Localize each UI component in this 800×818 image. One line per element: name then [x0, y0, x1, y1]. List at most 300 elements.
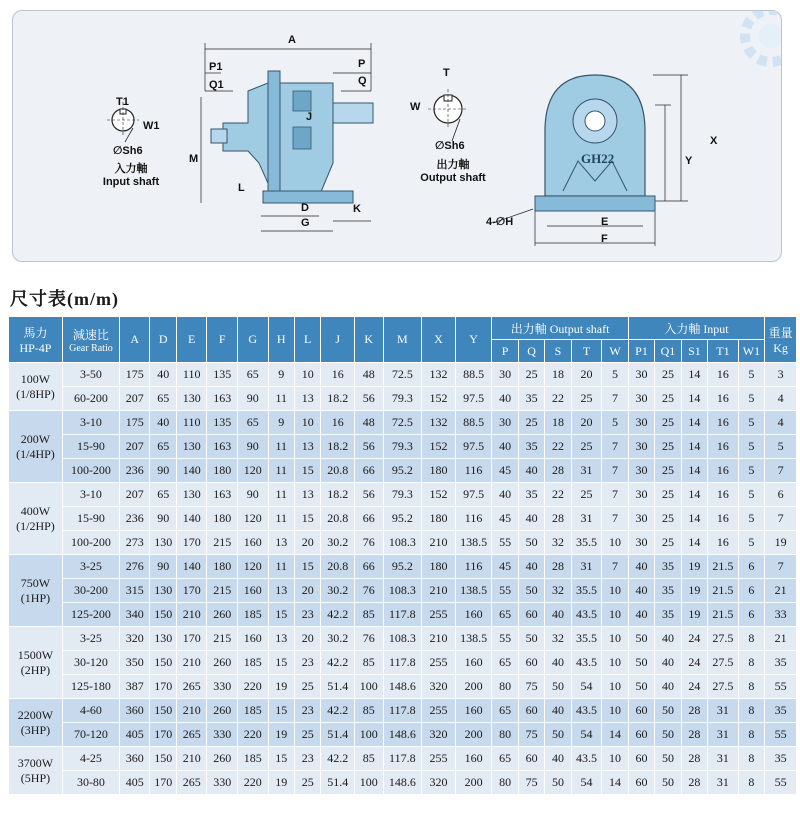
table-cell: 13	[294, 387, 320, 411]
table-cell: 28	[545, 555, 571, 579]
table-row	[9, 579, 797, 603]
table-cell: 5	[602, 363, 629, 387]
table-cell: 79.3	[383, 387, 422, 411]
table-cell: 30	[628, 507, 654, 531]
power-cell	[9, 747, 63, 795]
table-cell: 35	[655, 603, 681, 627]
table-cell: 40	[545, 699, 571, 723]
table-cell: 130	[150, 627, 176, 651]
col-header-d: D	[150, 317, 176, 363]
table-cell: 50	[518, 531, 544, 555]
table-cell: 170	[176, 531, 207, 555]
table-cell: 14	[681, 387, 707, 411]
power-value: (1/2HP)	[16, 518, 55, 533]
table-row	[9, 387, 797, 411]
table-cell: 90	[237, 435, 268, 459]
table-cell: 405	[119, 723, 150, 747]
table-cell: 152	[422, 435, 456, 459]
table-cell: 55	[765, 675, 797, 699]
col-header-l: L	[294, 317, 320, 363]
table-cell: 163	[207, 483, 238, 507]
table-cell: 180	[422, 507, 456, 531]
table-cell: 32	[545, 627, 571, 651]
table-cell: 5	[738, 387, 764, 411]
table-cell: 75	[518, 771, 544, 795]
table-cell: 11	[268, 507, 294, 531]
table-cell: 28	[681, 699, 707, 723]
table-cell: 90	[150, 507, 176, 531]
table-cell: 31	[708, 699, 739, 723]
table-cell: 152	[422, 483, 456, 507]
table-cell: 100	[355, 675, 384, 699]
table-cell: 25	[294, 723, 320, 747]
table-cell: 160	[455, 651, 492, 675]
table-cell: 60	[518, 747, 544, 771]
gear-ratio-cell: 15-90	[62, 507, 119, 531]
table-cell: 75	[518, 723, 544, 747]
table-cell: 110	[176, 411, 207, 435]
table-cell: 170	[176, 627, 207, 651]
table-cell: 108.3	[383, 627, 422, 651]
table-cell: 7	[602, 435, 629, 459]
table-cell: 16	[708, 459, 739, 483]
table-cell: 132	[422, 363, 456, 387]
table-cell: 50	[655, 747, 681, 771]
table-cell: 10	[602, 699, 629, 723]
table-cell: 40	[628, 603, 654, 627]
table-cell: 210	[422, 531, 456, 555]
table-cell: 117.8	[383, 651, 422, 675]
table-cell: 45	[492, 507, 518, 531]
table-cell: 100	[355, 723, 384, 747]
table-cell: 30	[628, 387, 654, 411]
table-cell: 20.8	[321, 507, 355, 531]
table-cell: 80	[492, 771, 518, 795]
power-value: (5HP)	[20, 770, 51, 785]
table-cell: 260	[207, 699, 238, 723]
table-cell: 330	[207, 771, 238, 795]
table-cell: 35.5	[571, 627, 602, 651]
table-cell: 55	[765, 771, 797, 795]
table-cell: 28	[545, 507, 571, 531]
dim-l: L	[238, 182, 245, 194]
gear-ratio-cell: 4-60	[62, 699, 119, 723]
table-cell: 360	[119, 699, 150, 723]
table-cell: 16	[321, 363, 355, 387]
table-cell: 31	[571, 459, 602, 483]
table-row	[9, 603, 797, 627]
table-cell: 30	[492, 411, 518, 435]
table-row	[9, 699, 797, 723]
casting-text: GH22	[581, 151, 615, 166]
table-cell: 6	[765, 483, 797, 507]
table-cell: 7	[765, 507, 797, 531]
col-header-p1: P1	[628, 340, 654, 363]
table-cell: 25	[655, 411, 681, 435]
table-cell: 150	[150, 603, 176, 627]
table-cell: 16	[321, 411, 355, 435]
table-cell: 31	[571, 507, 602, 531]
table-cell: 116	[455, 507, 492, 531]
table-cell: 40	[518, 507, 544, 531]
table-cell: 135	[207, 363, 238, 387]
table-cell: 11	[268, 483, 294, 507]
table-cell: 79.3	[383, 483, 422, 507]
table-cell: 20	[294, 579, 320, 603]
table-cell: 85	[355, 651, 384, 675]
table-cell: 25	[294, 675, 320, 699]
table-cell: 130	[176, 483, 207, 507]
table-cell: 42.2	[321, 651, 355, 675]
table-cell: 148.6	[383, 771, 422, 795]
table-cell: 30	[628, 411, 654, 435]
table-cell: 185	[237, 699, 268, 723]
table-cell: 35.5	[571, 579, 602, 603]
table-cell: 13	[268, 531, 294, 555]
table-cell: 130	[176, 387, 207, 411]
table-cell: 130	[150, 531, 176, 555]
table-cell: 25	[518, 411, 544, 435]
table-cell: 200	[455, 675, 492, 699]
table-cell: 60	[628, 699, 654, 723]
table-cell: 25	[571, 435, 602, 459]
table-cell: 220	[237, 723, 268, 747]
table-cell: 10	[602, 603, 629, 627]
table-cell: 220	[237, 771, 268, 795]
table-cell: 210	[176, 747, 207, 771]
table-cell: 65	[237, 411, 268, 435]
table-cell: 20	[571, 363, 602, 387]
power-value: 1500W	[17, 647, 54, 662]
power-cell	[9, 699, 63, 747]
table-cell: 117.8	[383, 603, 422, 627]
table-cell: 152	[422, 387, 456, 411]
table-cell: 130	[150, 579, 176, 603]
dim-y: Y	[685, 155, 693, 167]
table-cell: 72.5	[383, 363, 422, 387]
table-cell: 76	[355, 579, 384, 603]
table-cell: 51.4	[321, 771, 355, 795]
table-cell: 160	[455, 699, 492, 723]
table-cell: 180	[422, 555, 456, 579]
table-cell: 5	[738, 483, 764, 507]
table-cell: 90	[150, 555, 176, 579]
table-cell: 11	[268, 555, 294, 579]
table-cell: 4	[765, 387, 797, 411]
dim-t: T	[443, 67, 450, 79]
table-cell: 13	[268, 579, 294, 603]
table-row	[9, 507, 797, 531]
table-cell: 35	[765, 699, 797, 723]
table-cell: 21	[765, 579, 797, 603]
table-cell: 340	[119, 603, 150, 627]
col-header-a: A	[119, 317, 150, 363]
col-header-s: S	[545, 340, 571, 363]
power-value: 100W	[20, 371, 51, 386]
power-value: 3700W	[17, 755, 54, 770]
power-value: 200W	[20, 431, 51, 446]
table-cell: 100	[355, 771, 384, 795]
table-cell: 5	[602, 411, 629, 435]
table-cell: 170	[176, 579, 207, 603]
power-value: 2200W	[17, 707, 54, 722]
table-cell: 160	[237, 531, 268, 555]
table-cell: 42.2	[321, 603, 355, 627]
table-cell: 31	[708, 771, 739, 795]
table-cell: 95.2	[383, 555, 422, 579]
table-cell: 10	[602, 675, 629, 699]
table-cell: 14	[681, 531, 707, 555]
table-cell: 88.5	[455, 411, 492, 435]
table-cell: 315	[119, 579, 150, 603]
table-cell: 14	[681, 507, 707, 531]
table-cell: 6	[738, 603, 764, 627]
table-cell: 51.4	[321, 723, 355, 747]
table-cell: 14	[681, 483, 707, 507]
power-cell	[9, 411, 63, 483]
col-header-y: Y	[455, 317, 492, 363]
table-cell: 11	[268, 387, 294, 411]
table-cell: 14	[681, 435, 707, 459]
table-cell: 160	[455, 603, 492, 627]
table-cell: 90	[150, 459, 176, 483]
power-value: (3HP)	[20, 722, 51, 737]
table-cell: 30	[628, 483, 654, 507]
table-cell: 35	[518, 435, 544, 459]
gear-watermark-icon	[721, 11, 781, 81]
table-cell: 65	[150, 483, 176, 507]
table-cell: 15	[294, 507, 320, 531]
table-cell: 60	[518, 699, 544, 723]
table-cell: 160	[455, 747, 492, 771]
table-cell: 35	[655, 579, 681, 603]
table-cell: 14	[681, 459, 707, 483]
table-cell: 50	[518, 579, 544, 603]
table-cell: 19	[681, 603, 707, 627]
table-cell: 215	[207, 579, 238, 603]
table-cell: 50	[545, 771, 571, 795]
table-cell: 265	[176, 771, 207, 795]
table-cell: 14	[602, 723, 629, 747]
table-cell: 16	[708, 435, 739, 459]
table-cell: 20	[294, 627, 320, 651]
table-cell: 40	[150, 411, 176, 435]
table-cell: 25	[655, 507, 681, 531]
table-cell: 20	[294, 531, 320, 555]
table-cell: 54	[571, 675, 602, 699]
output-shaft-caption	[413, 159, 493, 185]
table-cell: 97.5	[455, 435, 492, 459]
table-cell: 43.5	[571, 651, 602, 675]
gear-ratio-cell: 30-80	[62, 771, 119, 795]
table-cell: 66	[355, 459, 384, 483]
table-cell: 132	[422, 411, 456, 435]
table-cell: 24	[681, 627, 707, 651]
table-cell: 48	[355, 363, 384, 387]
table-cell: 320	[119, 627, 150, 651]
table-cell: 80	[492, 675, 518, 699]
table-cell: 108.3	[383, 531, 422, 555]
table-cell: 48	[355, 411, 384, 435]
table-cell: 6	[738, 579, 764, 603]
table-cell: 16	[708, 531, 739, 555]
table-cell: 148.6	[383, 723, 422, 747]
table-cell: 180	[422, 459, 456, 483]
table-row	[9, 531, 797, 555]
table-cell: 7	[602, 387, 629, 411]
dim-q: Q	[358, 75, 367, 87]
table-cell: 35	[765, 747, 797, 771]
table-cell: 50	[628, 651, 654, 675]
table-cell: 163	[207, 435, 238, 459]
table-cell: 108.3	[383, 579, 422, 603]
table-cell: 40	[492, 435, 518, 459]
dim-input-sh6: ∅Sh6	[113, 145, 143, 157]
table-cell: 33	[765, 603, 797, 627]
table-cell: 22	[545, 387, 571, 411]
table-cell: 23	[294, 603, 320, 627]
table-cell: 55	[492, 579, 518, 603]
table-cell: 210	[176, 699, 207, 723]
table-cell: 150	[150, 747, 176, 771]
input-shaft-label-zh: 入力軸	[114, 163, 148, 175]
table-cell: 10	[294, 411, 320, 435]
table-cell: 138.5	[455, 627, 492, 651]
table-cell: 4	[765, 411, 797, 435]
table-cell: 180	[207, 459, 238, 483]
dim-a: A	[288, 34, 296, 46]
table-cell: 15	[268, 699, 294, 723]
table-cell: 40	[518, 555, 544, 579]
table-cell: 51.4	[321, 675, 355, 699]
table-cell: 210	[422, 579, 456, 603]
weight-header: 重量 Kg	[765, 317, 797, 363]
dim-w: W	[410, 101, 421, 113]
table-cell: 18.2	[321, 387, 355, 411]
table-cell: 15	[268, 603, 294, 627]
table-cell: 138.5	[455, 531, 492, 555]
table-cell: 65	[492, 747, 518, 771]
table-cell: 13	[268, 627, 294, 651]
table-cell: 14	[681, 411, 707, 435]
table-cell: 360	[119, 747, 150, 771]
dim-x: X	[710, 135, 718, 147]
table-cell: 79.3	[383, 435, 422, 459]
table-cell: 20.8	[321, 459, 355, 483]
table-cell: 75	[518, 675, 544, 699]
col-header-k: K	[355, 317, 384, 363]
table-cell: 265	[176, 675, 207, 699]
table-cell: 15	[294, 459, 320, 483]
table-cell: 19	[681, 555, 707, 579]
power-value: (2HP)	[20, 662, 51, 677]
table-cell: 135	[207, 411, 238, 435]
dim-t1: T1	[116, 96, 129, 108]
output-shaft-label-zh: 出力軸	[436, 159, 470, 171]
gear-ratio-cell: 70-120	[62, 723, 119, 747]
col-header-q1: Q1	[655, 340, 681, 363]
table-cell: 25	[294, 771, 320, 795]
table-row	[9, 411, 797, 435]
table-cell: 5	[738, 507, 764, 531]
table-cell: 50	[628, 675, 654, 699]
table-cell: 255	[422, 747, 456, 771]
table-cell: 23	[294, 651, 320, 675]
table-cell: 50	[655, 771, 681, 795]
table-cell: 5	[738, 531, 764, 555]
dim-p1: P1	[209, 61, 223, 73]
col-header-f: F	[207, 317, 238, 363]
table-cell: 120	[237, 555, 268, 579]
table-cell: 28	[681, 723, 707, 747]
table-cell: 120	[237, 459, 268, 483]
table-cell: 60	[518, 651, 544, 675]
table-cell: 25	[518, 363, 544, 387]
table-cell: 95.2	[383, 459, 422, 483]
table-cell: 13	[294, 483, 320, 507]
table-cell: 66	[355, 507, 384, 531]
table-cell: 10	[602, 579, 629, 603]
col-header-q: Q	[518, 340, 544, 363]
table-cell: 5	[765, 435, 797, 459]
power-cell	[9, 483, 63, 555]
table-cell: 30	[628, 531, 654, 555]
table-cell: 8	[738, 723, 764, 747]
table-cell: 14	[681, 363, 707, 387]
col-header-p: P	[492, 340, 518, 363]
table-cell: 18	[545, 363, 571, 387]
table-header-row	[9, 317, 797, 340]
drawing-panel	[12, 10, 782, 262]
output-shaft-group-header: 出力軸 Output shaft	[492, 317, 628, 340]
dim-j: J	[306, 111, 313, 123]
table-cell: 120	[237, 507, 268, 531]
table-cell: 25	[655, 483, 681, 507]
table-row	[9, 675, 797, 699]
gear-ratio-cell: 15-90	[62, 435, 119, 459]
table-cell: 40	[545, 603, 571, 627]
table-cell: 5	[738, 459, 764, 483]
table-cell: 54	[571, 771, 602, 795]
input-shaft-caption	[91, 163, 171, 189]
col-header-m: M	[383, 317, 422, 363]
table-cell: 9	[268, 411, 294, 435]
table-cell: 31	[708, 747, 739, 771]
table-cell: 76	[355, 531, 384, 555]
table-cell: 7	[602, 483, 629, 507]
table-cell: 180	[207, 555, 238, 579]
table-cell: 85	[355, 699, 384, 723]
table-cell: 40	[655, 675, 681, 699]
table-cell: 24	[681, 651, 707, 675]
table-cell: 8	[738, 675, 764, 699]
table-cell: 25	[655, 531, 681, 555]
table-cell: 11	[268, 459, 294, 483]
table-cell: 260	[207, 651, 238, 675]
table-cell: 40	[518, 459, 544, 483]
table-row	[9, 483, 797, 507]
table-cell: 25	[655, 387, 681, 411]
dim-q1: Q1	[209, 79, 224, 91]
gear-ratio-cell: 3-10	[62, 411, 119, 435]
col-header-w1: W1	[738, 340, 764, 363]
table-cell: 160	[237, 627, 268, 651]
table-cell: 40	[545, 747, 571, 771]
table-cell: 23	[294, 747, 320, 771]
table-cell: 200	[455, 771, 492, 795]
table-cell: 16	[708, 483, 739, 507]
table-cell: 35.5	[571, 531, 602, 555]
